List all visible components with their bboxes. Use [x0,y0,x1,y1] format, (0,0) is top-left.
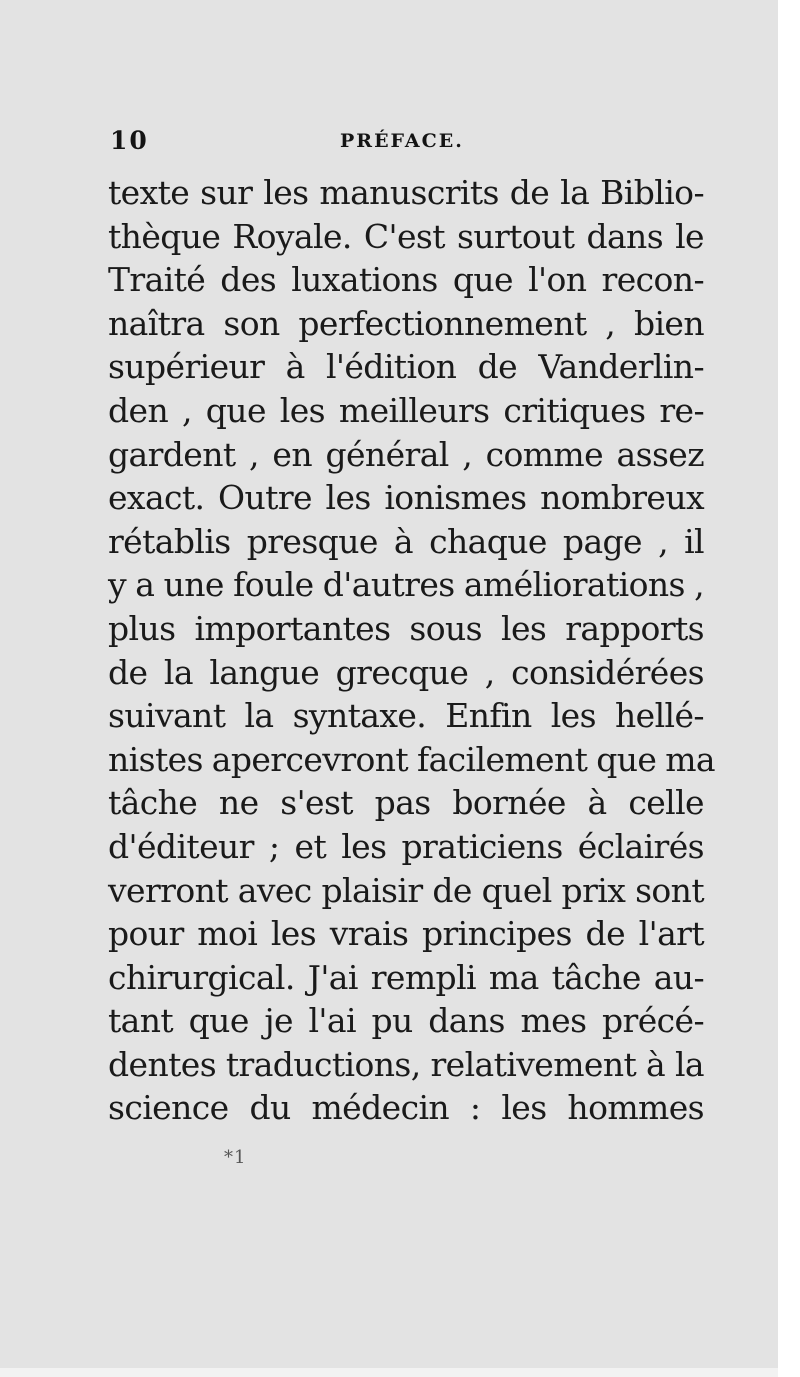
text-line: thèque Royale. C'est surtout dans le [108,216,704,256]
text-line: y a une foule d'autres améliorations , [108,565,704,605]
text-line: nistes apercevront facilement que ma [108,739,715,779]
text-line: den , que les meilleurs critiques re- [108,390,704,430]
text-line: verront avec plaisir de quel prix sont [108,870,704,910]
text-line: supérieur à l'édition de Vanderlin- [108,347,704,387]
text-line: suivant la syntaxe. Enfin les hellé- [108,696,704,736]
page-edge-right [778,0,800,1377]
text-line: science du médecin : les hommes [108,1088,704,1128]
text-line: gardent , en général , comme assez [108,434,704,474]
body-text [108,171,715,1130]
text-line: tâche ne s'est pas bornée à celle [108,783,704,823]
signature-mark: *1 [224,1147,247,1168]
text-line: de la langue grecque , considérées [108,652,704,692]
text-line: dentes traductions, relativement à la [108,1044,704,1084]
page-edge-bottom [0,1368,778,1377]
text-line: exact. Outre les ionismes nombreux [108,478,704,518]
text-line: Traité des luxations que l'on recon- [108,260,704,300]
text-line: chirurgical. J'ai rempli ma tâche au- [108,957,704,997]
text-line: texte sur les manuscrits de la Biblio- [108,173,704,212]
page-header [108,126,704,162]
text-line: d'éditeur ; et les praticiens éclairés [108,826,704,866]
text-line: rétablis presque à chaque page , il [108,521,704,561]
running-title: PRÉFACE. [340,130,464,152]
text-line: naîtra son perfectionnement , bien [108,303,704,343]
text-line: tant que je l'ai pu dans mes précé- [108,1001,704,1041]
text-line: pour moi les vrais principes de l'art [108,914,704,954]
page-number: 10 [110,126,149,155]
text-line: plus importantes sous les rapports [108,608,704,648]
